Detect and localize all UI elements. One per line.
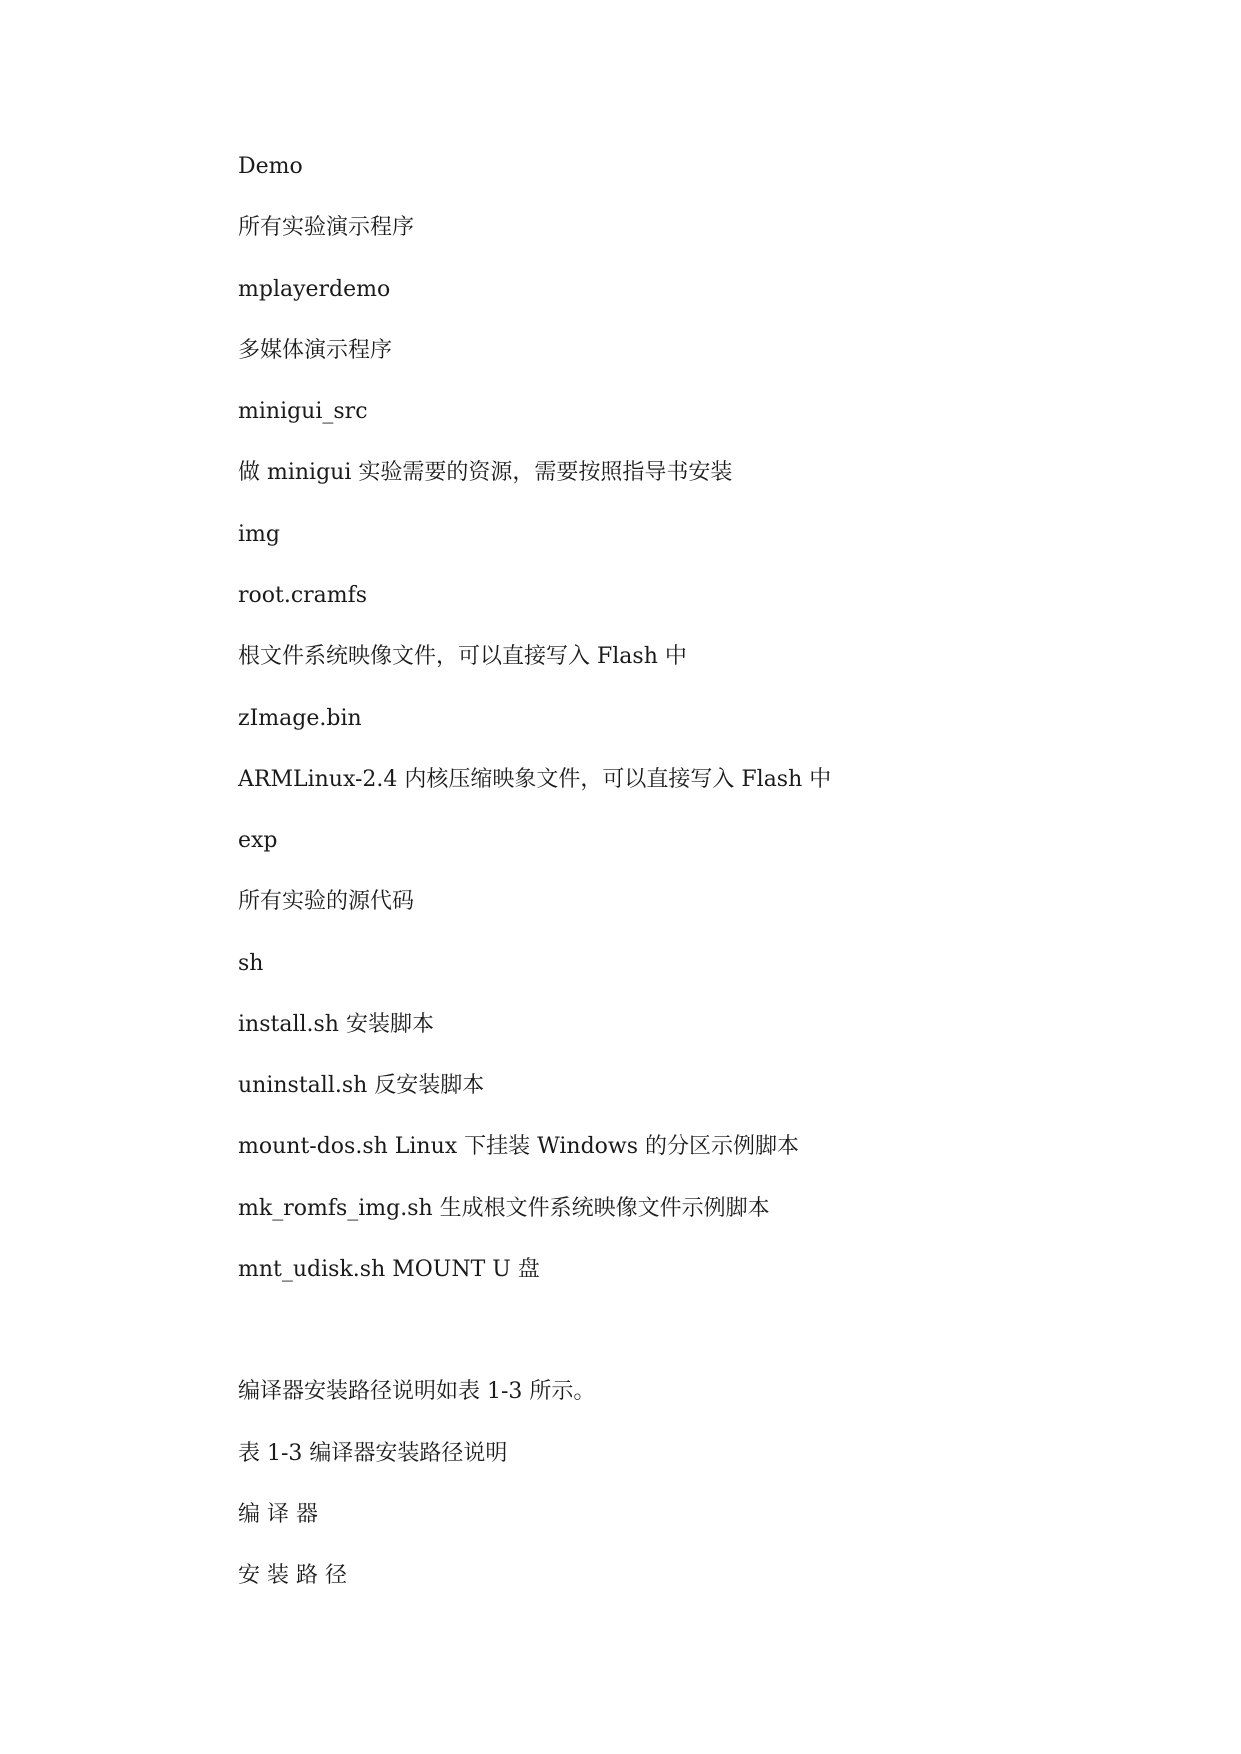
script-uninstall: uninstall.sh 反安装脚本 [238, 1073, 485, 1098]
dir-name-demo: Demo [238, 154, 303, 179]
dir-name-minigui-src: minigui_src [238, 399, 368, 424]
script-mnt-udisk: mnt_udisk.sh MOUNT U 盘 [238, 1257, 540, 1282]
file-name-root-cramfs: root.cramfs [238, 583, 368, 608]
table-caption: 表 1-3 编译器安装路径说明 [238, 1441, 508, 1466]
dir-name-mplayerdemo: mplayerdemo [238, 277, 391, 302]
script-mount-dos: mount-dos.sh Linux 下挂装 Windows 的分区示例脚本 [238, 1134, 800, 1159]
file-desc-zimage: ARMLinux-2.4 内核压缩映象文件，可以直接写入 Flash 中 [238, 767, 832, 792]
dir-name-img: img [238, 522, 280, 547]
dir-desc-demo: 所有实验演示程序 [238, 215, 415, 240]
dir-desc-exp: 所有实验的源代码 [238, 889, 415, 914]
table-header-compiler: 编 译 器 [238, 1502, 318, 1527]
file-name-zimage: zImage.bin [238, 706, 362, 731]
dir-name-exp: exp [238, 828, 278, 853]
compiler-path-intro: 编译器安装路径说明如表 1-3 所示。 [238, 1379, 596, 1404]
script-mk-romfs-img: mk_romfs_img.sh 生成根文件系统映像文件示例脚本 [238, 1196, 770, 1221]
table-header-install-path: 安 装 路 径 [238, 1563, 347, 1588]
script-install: install.sh 安装脚本 [238, 1012, 434, 1037]
dir-desc-minigui-src: 做 minigui 实验需要的资源，需要按照指导书安装 [238, 460, 733, 485]
dir-name-sh: sh [238, 951, 264, 976]
dir-desc-mplayerdemo: 多媒体演示程序 [238, 338, 393, 363]
file-desc-root-cramfs: 根文件系统映像文件，可以直接写入 Flash 中 [238, 644, 687, 669]
